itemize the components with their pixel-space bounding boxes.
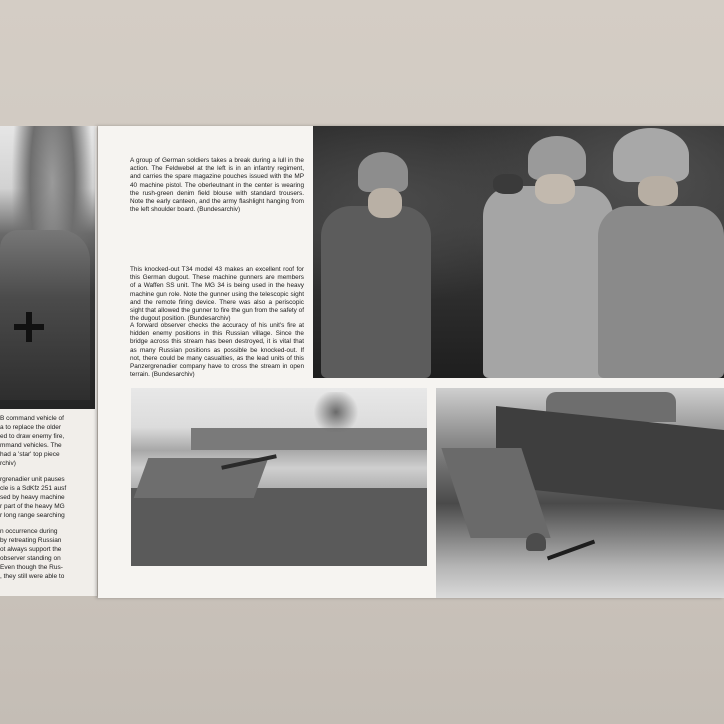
- caption-soldiers: A group of German soldiers takes a break during a lull in the action. The Feldwebel at the left is in an infantry regiment, and carries the spare magazine pouches issued with the MP 40 machine pistol. The oberleutnant in the center is wearing the rush-green denim field blouse with standard trousers. Note the early canteen, and the army flashlight hanging from the left shoulder board. (Bundesarchiv): [130, 157, 304, 214]
- halftrack-hull: [131, 488, 427, 566]
- soldier-center: [483, 186, 613, 378]
- helmet-icon: [358, 152, 408, 192]
- photo-t34-dugout: [436, 388, 724, 598]
- soldier-left: [321, 206, 431, 378]
- left-text-line: n occurrence during: [0, 528, 58, 535]
- helmet-icon: [526, 533, 546, 551]
- caption-observer: A forward observer checks the accuracy of his unit's fire at hidden enemy positions in this Russian village. Since the bridge across this stream has been destroyed, it is vital that as many Russian positions as possible be knocked-out. If not, there could be many casualties, as the lead units of this Panzergrenadier company have to cross the stream in open terrain. (Bundesarchiv): [130, 322, 304, 379]
- left-text-line: had a 'star' top piece: [0, 451, 60, 458]
- left-text-line: r long range searching: [0, 512, 65, 519]
- machine-gun: [547, 540, 595, 561]
- balkenkreuz-marking: [14, 312, 44, 342]
- left-text-line: mmand vehicles. The: [0, 442, 62, 449]
- left-text-line: rchiv): [0, 460, 16, 467]
- left-text-line: cle is a SdKfz 251 ausf: [0, 485, 67, 492]
- photo-german-soldiers: [313, 126, 724, 378]
- left-text-line: rgrenadier unit pauses: [0, 476, 65, 483]
- caption-dugout: This knocked-out T34 model 43 makes an excellent roof for this German dugout. These machine gunners are members of a Waffen SS unit. The MG 34 is being used in the heavy machine gun role. Note the gunner using the telescopic sight and the remote firing device. There was also a periscopic sight that allowed the gunner to fire the gun from the safety of the dugout position. (Bundesarchiv): [130, 266, 304, 323]
- left-text-line: sed by heavy machine: [0, 494, 65, 501]
- photo-forward-observer: [131, 388, 427, 566]
- soldier-right: [598, 206, 724, 378]
- distant-village: [191, 428, 427, 450]
- soldier-face: [638, 176, 678, 206]
- helmet-icon: [613, 128, 689, 182]
- left-text-line: ot always support the: [0, 546, 62, 553]
- canteen: [493, 174, 523, 194]
- soldier-face: [368, 188, 402, 218]
- left-text-line: by retreating Russian: [0, 537, 62, 544]
- left-text-line: Even though the Rus-: [0, 564, 63, 571]
- left-text-line: , they still were able to: [0, 573, 65, 580]
- left-text-line: ed to draw enemy fire,: [0, 433, 65, 440]
- soldier-face: [535, 174, 575, 204]
- left-text-line: r part of the heavy MG: [0, 503, 65, 510]
- smoke-plume: [311, 392, 361, 432]
- left-text-line: observer standing on: [0, 555, 61, 562]
- left-text-line: B command vehicle of: [0, 415, 64, 422]
- left-text-line: a to replace the older: [0, 424, 62, 431]
